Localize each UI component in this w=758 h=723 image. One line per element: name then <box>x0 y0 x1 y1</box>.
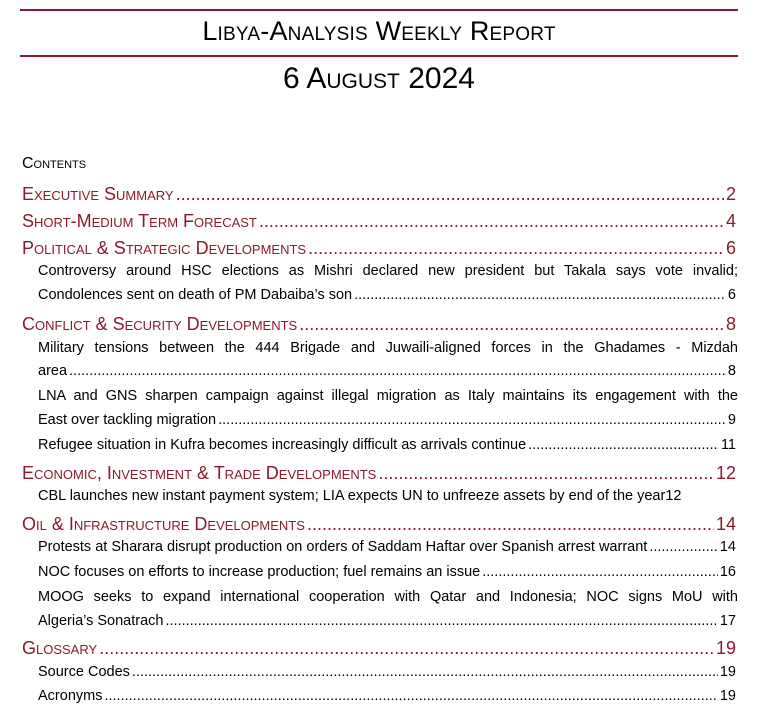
toc-page-number: 6 <box>727 287 736 303</box>
toc-leader <box>218 412 726 428</box>
toc-label: Acronyms <box>38 688 103 704</box>
toc-forecast[interactable] <box>22 211 736 235</box>
toc-political[interactable] <box>22 238 736 262</box>
report-date: 6 August 2024 <box>283 62 475 95</box>
toc-item-noc-production[interactable] <box>38 564 736 586</box>
toc-item-migration[interactable] <box>38 412 736 434</box>
toc-item-moog[interactable] <box>38 613 736 635</box>
toc-leader <box>649 539 718 555</box>
toc-leader <box>259 211 724 232</box>
toc-page-number: 17 <box>719 613 736 629</box>
toc-page-number: 9 <box>727 412 736 428</box>
toc-leader <box>104 688 717 704</box>
toc-label: Condolences sent on death of PM Dabaiba’s son <box>38 287 353 303</box>
toc-item-line[interactable]: MOOG seeks to expand international cooperation with Qatar and Indonesia; NOC signs MoU with <box>38 589 738 605</box>
toc-page-number: 8 <box>725 314 736 334</box>
toc-glossary[interactable] <box>22 638 736 662</box>
toc-leader <box>354 287 726 303</box>
toc-item-cbl-payment[interactable] <box>38 488 736 510</box>
toc-page-number: 19 <box>715 638 736 658</box>
toc-label: Protests at Sharara disrupt production on orders of Saddam Haftar over Spanish arrest warrant <box>38 539 648 555</box>
toc-page-number: 6 <box>725 238 736 258</box>
toc-page-number: 12 <box>715 463 736 483</box>
toc-page-number: 19 <box>719 688 736 704</box>
toc-leader <box>69 363 726 379</box>
toc-page-number: 4 <box>725 211 736 231</box>
toc-leader <box>99 638 714 659</box>
report-title: Libya-Analysis Weekly Report <box>202 16 556 46</box>
toc-label: Economic, Investment & Trade Developments <box>22 463 377 483</box>
toc-item-acronyms[interactable] <box>38 688 736 710</box>
toc-label: Conflict & Security Developments <box>22 314 298 334</box>
toc-item-line[interactable]: Military tensions between the 444 Brigade and Juwaili-aligned forces in the Ghadames - Mizdah <box>38 340 738 356</box>
toc-leader <box>176 184 724 205</box>
toc-page-number: 14 <box>715 514 736 534</box>
toc-page-number: 8 <box>727 363 736 379</box>
toc-item-military-tensions[interactable] <box>38 363 736 385</box>
toc-label: Short-Medium Term Forecast <box>22 211 257 231</box>
contents-heading: Contents <box>22 155 87 172</box>
toc-economic[interactable] <box>22 463 736 487</box>
toc-label: area <box>38 363 68 379</box>
title-rule <box>20 55 738 57</box>
toc-leader <box>307 514 714 535</box>
toc-item-line[interactable]: Controversy around HSC elections as Mishri declared new president but Takala says vote invalid; <box>38 263 738 279</box>
toc-conflict[interactable] <box>22 314 736 338</box>
toc-leader <box>299 314 724 335</box>
toc-label: Political & Strategic Developments <box>22 238 307 258</box>
toc-leader <box>308 238 724 259</box>
toc-page-number: 14 <box>719 539 736 555</box>
toc-leader <box>482 564 718 580</box>
toc-label: NOC focuses on efforts to increase production; fuel remains an issue <box>38 564 481 580</box>
toc-label: Algeria’s Sonatrach <box>38 613 164 629</box>
toc-page-number: 19 <box>719 664 736 680</box>
toc-leader <box>165 613 717 629</box>
toc-label: Refugee situation in Kufra becomes increasingly difficult as arrivals continue <box>38 437 527 453</box>
toc-item-source-codes[interactable] <box>38 664 736 686</box>
toc-executive-summary[interactable] <box>22 184 736 208</box>
toc-page-number: 2 <box>725 184 736 204</box>
toc-label: Glossary <box>22 638 98 658</box>
toc-leader <box>528 437 719 453</box>
toc-item-hsc-elections[interactable] <box>38 287 736 309</box>
toc-label: Source Codes <box>38 664 130 680</box>
toc-item-sharara[interactable] <box>38 539 736 561</box>
toc-label: Oil & Infrastructure Developments <box>22 514 305 534</box>
toc-leader <box>378 463 714 484</box>
top-rule <box>20 9 738 11</box>
toc-item-line[interactable]: LNA and GNS sharpen campaign against illegal migration as Italy maintains its engagement with the <box>38 388 738 404</box>
toc-page-number: 12 <box>665 488 682 504</box>
toc-page-number: 11 <box>720 437 736 453</box>
toc-leader <box>132 664 718 680</box>
toc-label: East over tackling migration <box>38 412 217 428</box>
toc-label: Executive Summary <box>22 184 174 204</box>
toc-label: CBL launches new instant payment system; LIA expects UN to unfreeze assets by end of the year <box>38 488 666 504</box>
toc-item-kufra[interactable] <box>38 437 736 459</box>
toc-oil[interactable] <box>22 514 736 538</box>
toc-page-number: 16 <box>719 564 736 580</box>
